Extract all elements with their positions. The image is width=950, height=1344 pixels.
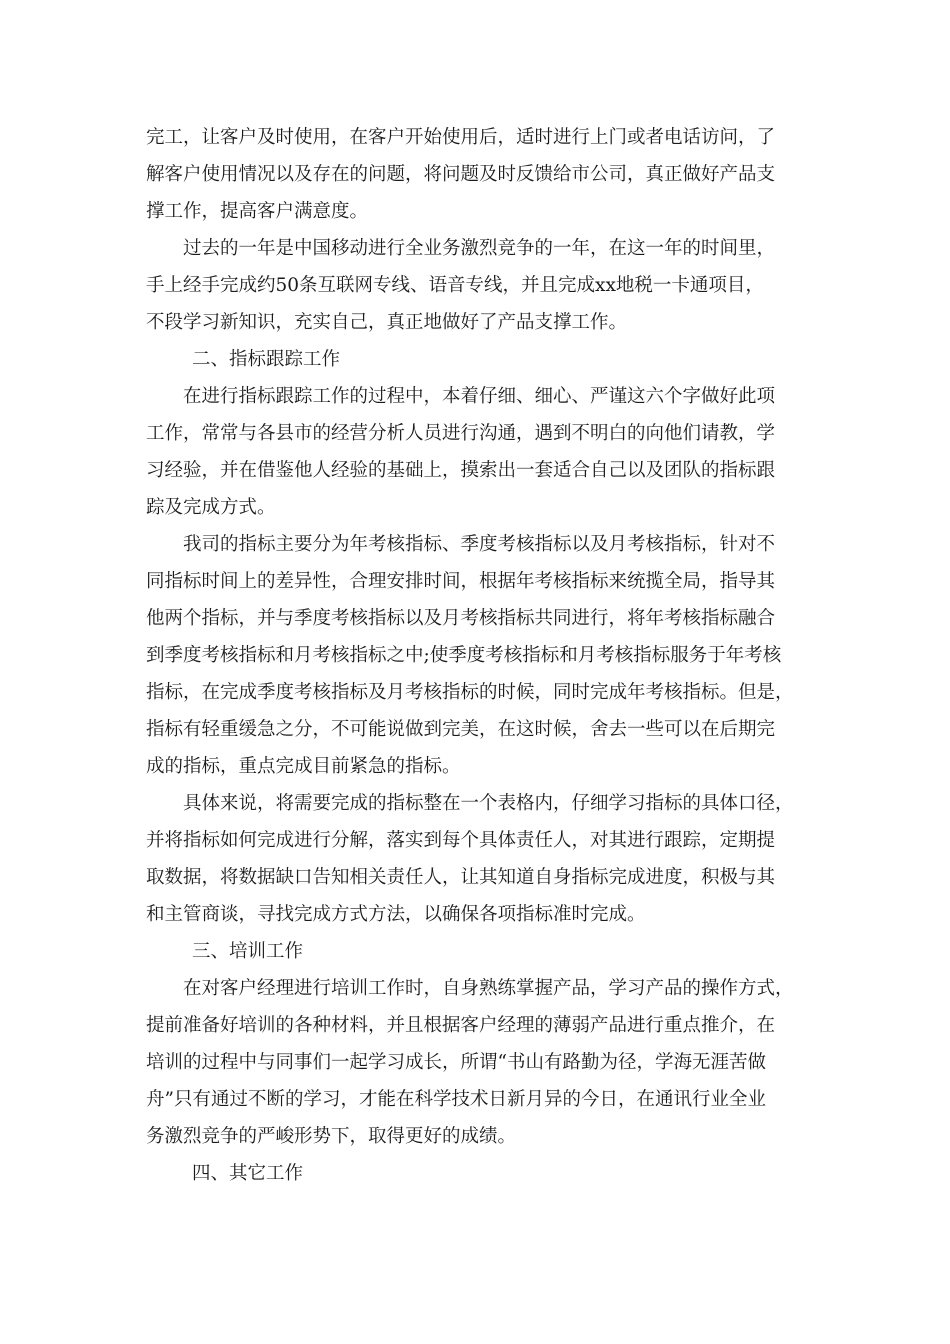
section-heading-indicator-tracking: 二、指标跟踪工作 xyxy=(192,349,341,370)
paragraph-training-work: 在对客户经理进行培训工作时，自身熟练掌握产品，学习产品的操作方式， 提前准备好培训的各种材料，并且根据客户经理的薄弱产品进行重点推介，在 培训的过程中与同事们一起学习成长，所谓“书山有路勤为径，学海无涯苦做 舟”只有通过不断的学习，才能在科学技术日新月异的今日，在通讯行业全业 务激烈竞争的严峻形势下，取得更好的成绩。 xyxy=(146,978,794,1147)
paragraph-past-year: 过去的一年是中国移动进行全业务激烈竞争的一年，在这一年的时间里， 手上经手完成约50条互联网专线、语音专线，并且完成xx地税一卡通项目， 不段学习新知识，充实自己，真正地做好了产品支撑工作。 xyxy=(146,238,776,333)
paragraph-indicator-categories: 我司的指标主要分为年考核指标、季度考核指标以及月考核指标，针对不 同指标时间上的差异性，合理安排时间，根据年考核指标来统揽全局，指导其 他两个指标，并与季度考核指标以及月考核指标共同进行，将年考核指标融合 到季度考核指标和月考核指标之中;使季度考核指标和月考核指标服务于年考核 指标，在完成季度考核指标及月考核指标的时候，同时完成年考核指标。但是， 指标有轻重缓急之分，不可能说做到完美，在这时候，舍去一些可以在后期完 成的指标，重点完成目前紧急的指标。 xyxy=(146,534,794,777)
document-body xyxy=(146,119,806,1192)
section-heading-other-work: 四、其它工作 xyxy=(192,1163,304,1184)
section-heading-training: 三、培训工作 xyxy=(192,941,304,962)
paragraph-indicator-tracking-process: 在进行指标跟踪工作的过程中，本着仔细、细心、严谨这六个字做好此项 工作，常常与各县市的经营分析人员进行沟通，遇到不明白的向他们请教，学 习经验，并在借鉴他人经验的基础上，摸索出一套适合自己以及团队的指标跟 踪及完成方式。 xyxy=(146,386,776,518)
paragraph-indicator-specifics: 具体来说，将需要完成的指标整在一个表格内，仔细学习指标的具体口径， 并将指标如何完成进行分解，落实到每个具体责任人，对其进行跟踪，定期提 取数据，将数据缺口告知相关责任人，让其知道自身指标完成进度，积极与其 和主管商谈，寻找完成方式方法，以确保各项指标准时完成。 xyxy=(146,793,794,925)
paragraph-product-support-end: 完工，让客户及时使用，在客户开始使用后，适时进行上门或者电话访问，了 解客户使用情况以及存在的问题，将问题及时反馈给市公司，真正做好产品支 撑工作，提高客户满意度。 xyxy=(146,127,776,222)
